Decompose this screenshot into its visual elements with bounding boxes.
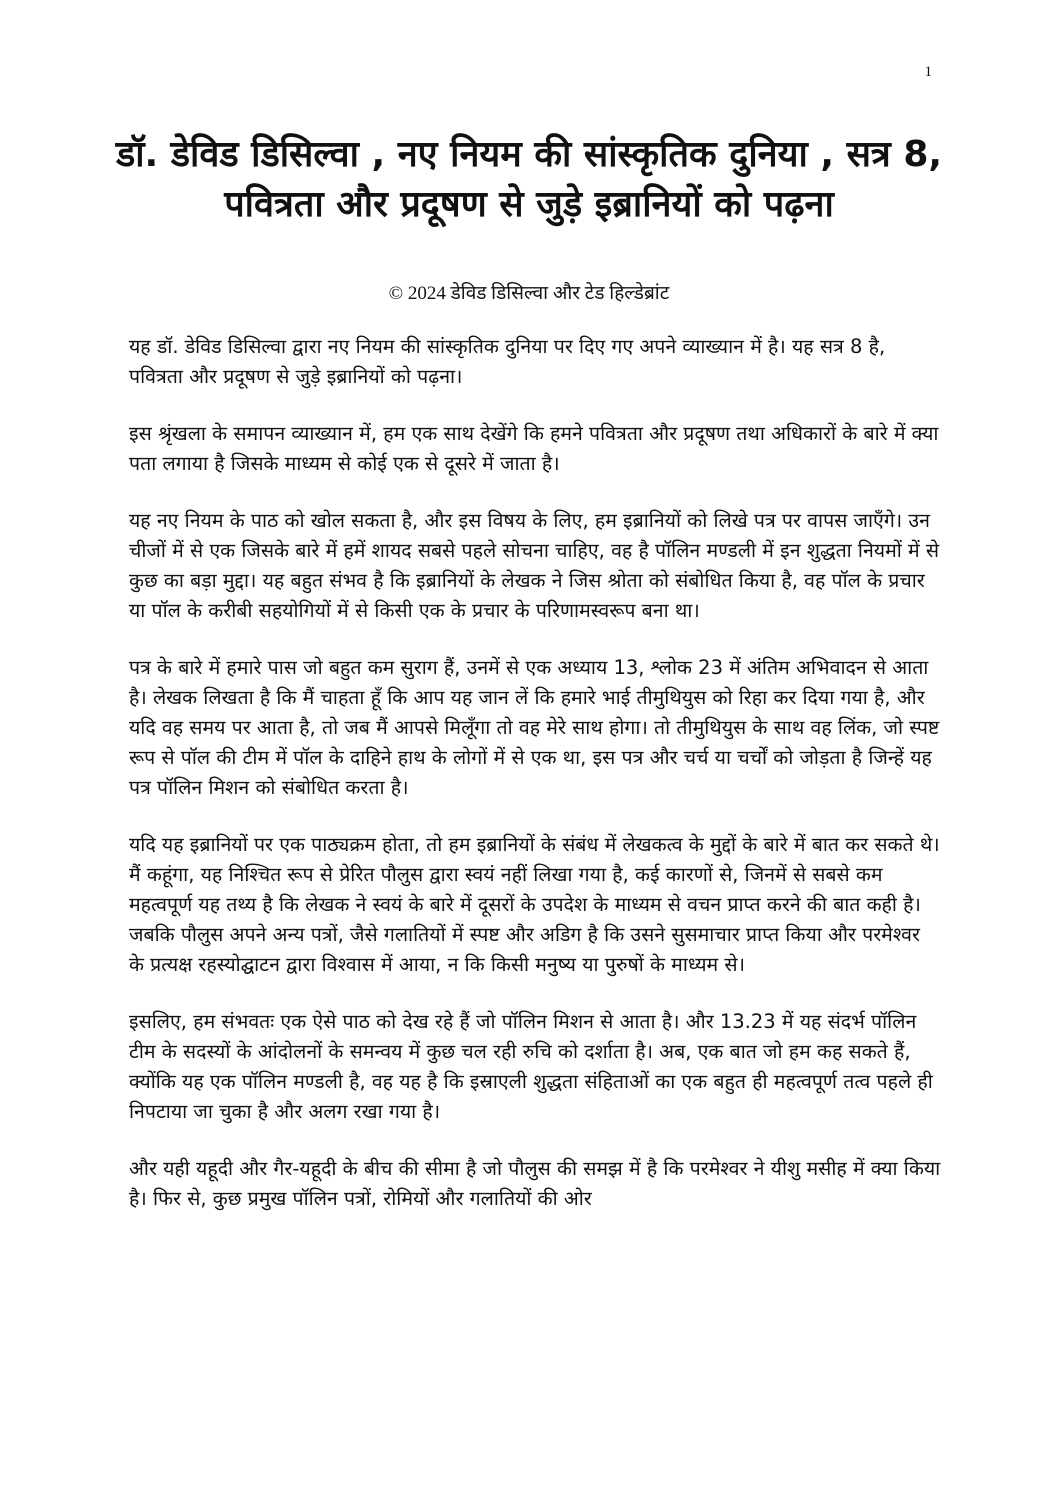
paragraph: इसलिए, हम संभवतः एक ऐसे पाठ को देख रहे हैं जो पॉलिन मिशन से आता है। और 13.23 में यह संदर्भ पॉलिन टीम के सदस्यों के आंदोलनों के समन्वय में कुछ चल रही रुचि को दर्शाता है। अब, एक बात जो हम कह सकते हैं, क्योंकि यह एक पॉलिन मण्डली है, वह यह है कि इस्राएली शुद्धता संहिताओं का एक बहुत ही महत्वपूर्ण तत्व पहले ही निपटाया जा चुका है और अलग रखा गया है। bbox=[129, 1010, 933, 1123]
paragraph: यदि यह इब्रानियों पर एक पाठ्यक्रम होता, तो हम इब्रानियों के संबंध में लेखकत्व के मुद्दों के बारे में बात कर सकते थे। मैं कहूंगा, यह निश्चित रूप से प्रेरित पौलुस द्वारा स्वयं नहीं लिखा गया है, कई कारणों से, जिनमें से सबसे कम महत्वपूर्ण यह तथ्य है कि लेखक ने स्वयं के बारे में दूसरों के उपदेश के माध्यम से वचन प्राप्त करने की बात कही है। जबकि पौलुस अपने अन्य पत्रों, जैसे गलातियों में स्पष्ट और अडिग है कि उसने सुसमाचार प्राप्त किया और परमेश्वर के प्रत्यक्ष रहस्योद्घाटन द्वारा विश्वास में आया, न कि किसी मनुष्य या पुरुषों के माध्यम से। bbox=[129, 833, 940, 976]
document-title: डॉ. डेविड डिसिल्वा , नए नियम की सांस्कृतिक दुनिया , सत्र 8, पवित्रता और प्रदूषण से जुड़े इब्रानियों को पढ़ना bbox=[115, 134, 943, 225]
paragraph: यह नए नियम के पाठ को खोल सकता है, और इस विषय के लिए, हम इब्रानियों को लिखे पत्र पर वापस जाएँगे। उन चीजों में से एक जिसके बारे में हमें शायद सबसे पहले सोचना चाहिए, वह है पॉलिन मण्डली में इन शुद्धता नियमों में से कुछ का बड़ा मुद्दा। यह बहुत संभव है कि इब्रानियों के लेखक ने जिस श्रोता को संबोधित किया है, वह पॉल के प्रचार या पॉल के करीबी सहयोगियों में से किसी एक के प्रचार के परिणामस्वरूप बना था। bbox=[129, 509, 940, 622]
paragraph: और यही यहूदी और गैर-यहूदी के बीच की सीमा है जो पौलुस की समझ में है कि परमेश्वर ने यीशु मसीह में क्या किया है। फिर से, कुछ प्रमुख पॉलिन पत्रों, रोमियों और गलातियों की ओर bbox=[129, 1157, 941, 1210]
paragraph: पत्र के बारे में हमारे पास जो बहुत कम सुराग हैं, उनमें से एक अध्याय 13, श्लोक 23 में अंतिम अभिवादन से आता है। लेखक लिखता है कि मैं चाहता हूँ कि आप यह जान लें कि हमारे भाई तीमुथियुस को रिहा कर दिया गया है, और यदि वह समय पर आता है, तो जब मैं आपसे मिलूँगा तो वह मेरे साथ होगा। तो तीमुथियुस के साथ वह लिंक, जो स्पष्ट रूप से पॉल की टीम में पॉल के दाहिने हाथ के लोगों में से एक था, इस पत्र और चर्च या चर्चों को जोड़ता है जिन्हें यह पत्र पॉलिन मिशन को संबोधित करता है। bbox=[129, 656, 940, 799]
paragraph: इस श्रृंखला के समापन व्याख्यान में, हम एक साथ देखेंगे कि हमने पवित्रता और प्रदूषण तथा अधिकारों के बारे में क्या पता लगाया है जिसके माध्यम से कोई एक से दूसरे में जाता है। bbox=[129, 422, 939, 475]
document-body bbox=[129, 332, 941, 1241]
copyright-line: © 2024 डेविड डिसिल्वा और टेड हिल्डेब्रांट bbox=[388, 283, 670, 304]
paragraph: यह डॉ. डेविड डिसिल्वा द्वारा नए नियम की सांस्कृतिक दुनिया पर दिए गए अपने व्याख्यान में है। यह सत्र 8 है, पवित्रता और प्रदूषण से जुड़े इब्रानियों को पढ़ना। bbox=[129, 335, 886, 388]
page-number: 1 bbox=[924, 64, 932, 80]
